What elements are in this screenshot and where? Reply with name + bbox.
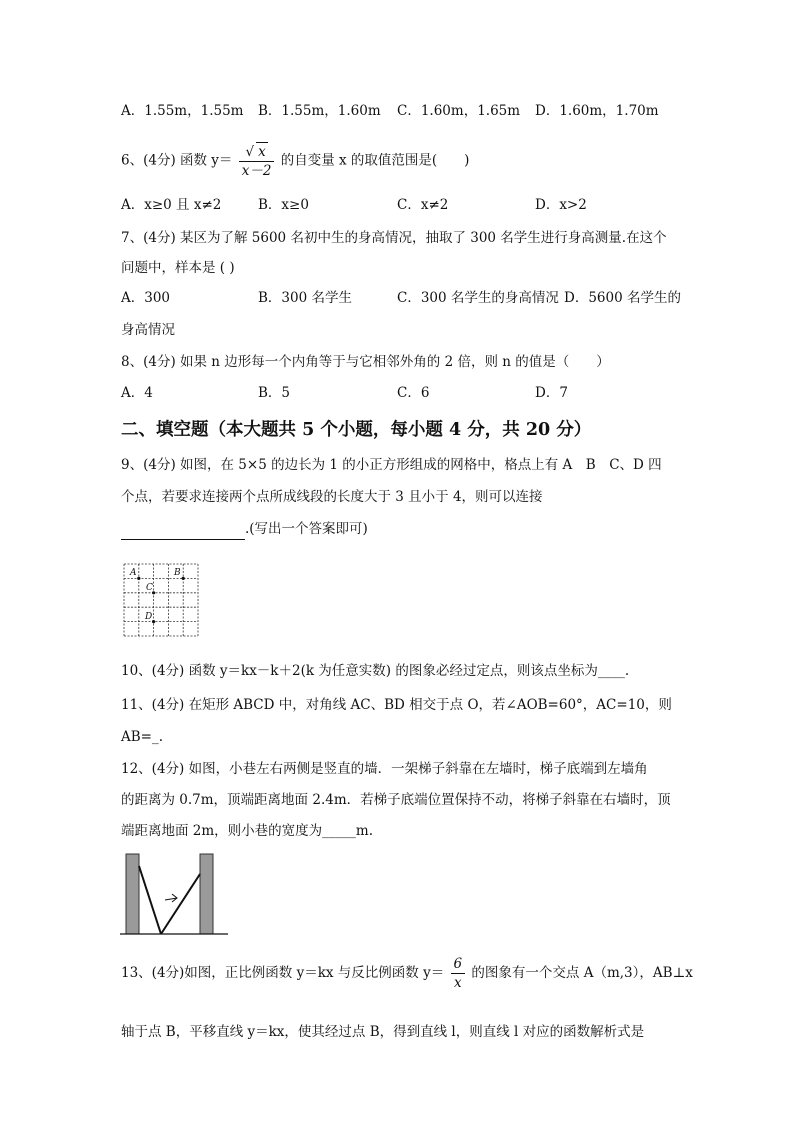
q9-line1: 9、(4分) 如图，在 5×5 的边长为 1 的小正方形组成的网格中，格点上有 A B C、D 四 bbox=[121, 457, 662, 473]
q9-answer-blank bbox=[121, 519, 245, 540]
label-a: A bbox=[130, 568, 137, 578]
q12-line3: 端距离地面 2m，则小巷的宽度为_____m. bbox=[121, 823, 374, 839]
q6-stem bbox=[121, 142, 469, 180]
q11-line1: 11、(4分) 在矩形 ABCD 中，对角线 AC、BD 相交于点 O，若∠AOB=60°，AC=10，则 bbox=[121, 697, 672, 713]
right-wall bbox=[200, 854, 213, 934]
label-b: B bbox=[174, 568, 181, 578]
q8-option-c: C．6 bbox=[397, 385, 430, 401]
label-c: C bbox=[146, 583, 153, 593]
q7-option-a: A．300 bbox=[121, 290, 171, 306]
q8-option-d: D．7 bbox=[535, 385, 568, 401]
q9-line3 bbox=[121, 519, 368, 540]
q11-line2: AB=_. bbox=[121, 729, 164, 745]
q9-line3-suffix: .(写出一个答案即可) bbox=[245, 521, 368, 537]
q8-option-a: A．4 bbox=[121, 385, 153, 401]
q6-option-d: D．x>2 bbox=[535, 197, 587, 213]
q5-option-c: C．1.60m，1.65m bbox=[397, 103, 521, 119]
q6-option-b: B．x≥0 bbox=[258, 197, 309, 213]
q5-option-d: D．1.60m，1.70m bbox=[535, 103, 659, 119]
q8-stem: 8、(4分) 如果 n 边形每一个内角等于与它相邻外角的 2 倍，则 n 的值是（ ） bbox=[121, 354, 610, 370]
label-d: D bbox=[145, 612, 153, 622]
q12-line2: 的距离为 0.7m，顶端距离地面 2.4m．若梯子底端位置保持不动，将梯子斜靠在右墙时，顶 bbox=[121, 792, 671, 808]
q9-line2: 个点，若要求连接两个点所成线段的长度大于 3 且小于 4，则可以连接 bbox=[121, 489, 543, 505]
q6-prefix: 6、(4分) 函数 y＝ bbox=[121, 152, 233, 169]
q10-stem: 10、(4分) 函数 y＝kx－k＋2(k 为任意实数) 的图象必经过定点，则该点坐标为____. bbox=[121, 663, 630, 679]
q13-fraction bbox=[451, 955, 466, 992]
ladder-right bbox=[161, 874, 200, 934]
point-a bbox=[137, 577, 140, 580]
q12-line1: 12、(4分) 如图，小巷左右两侧是竖直的墙．一架梯子斜靠在左墙时，梯子底端到左墙角 bbox=[121, 761, 648, 777]
point-b bbox=[182, 577, 185, 580]
q7-option-c: C．300 名学生的身高情况 bbox=[397, 290, 559, 306]
q7-option-d: D．5600 名学生的 bbox=[564, 290, 681, 306]
q7-line2: 问题中，样本是 ( ) bbox=[121, 260, 235, 276]
q6-frac-den: x－2 bbox=[241, 163, 272, 179]
q5-option-b: B．1.55m，1.60m bbox=[258, 103, 381, 119]
q9-grid-figure bbox=[123, 563, 199, 637]
q7-option-b: B．300 名学生 bbox=[258, 290, 352, 306]
q12-alley-figure bbox=[120, 852, 230, 938]
q13-frac-num: 6 bbox=[451, 955, 466, 974]
q6-option-c: C．x≠2 bbox=[397, 197, 449, 213]
q13-line2: 轴于点 B，平移直线 y＝kx，使其经过点 B，得到直线 l，则直线 l 对应的函数解析式是 bbox=[121, 1024, 645, 1040]
q6-frac-num: x bbox=[258, 144, 266, 160]
section-2-title: 二、填空题（本大题共 5 个小题，每小题 4 分，共 20 分） bbox=[121, 420, 592, 440]
q5-option-a: A．1.55m，1.55m bbox=[121, 103, 244, 119]
q13-suffix: 的图象有一个交点 A（m,3），AB⊥x bbox=[471, 965, 693, 981]
left-wall bbox=[126, 854, 139, 934]
q6-suffix: 的自变量 x 的取值范围是( ) bbox=[280, 152, 470, 169]
q7-line1: 7、(4分) 某区为了解 5600 名初中生的身高情况，抽取了 300 名学生进行身高测量.在这个 bbox=[121, 230, 667, 246]
q13-stem bbox=[121, 955, 693, 992]
q8-option-b: B．5 bbox=[258, 385, 291, 401]
q7-option-d-cont: 身高情况 bbox=[121, 322, 175, 338]
q6-fraction: $\frac{√ x}{x-2}$ bbox=[239, 142, 275, 180]
q6-option-a: A．x≥0 且 x≠2 bbox=[121, 197, 222, 213]
point-d bbox=[152, 620, 155, 623]
q13-prefix: 13、(4分)如图，正比例函数 y＝kx 与反比例函数 y＝ bbox=[121, 965, 445, 981]
q13-frac-den: x bbox=[454, 975, 462, 991]
ladder-left bbox=[139, 866, 161, 934]
